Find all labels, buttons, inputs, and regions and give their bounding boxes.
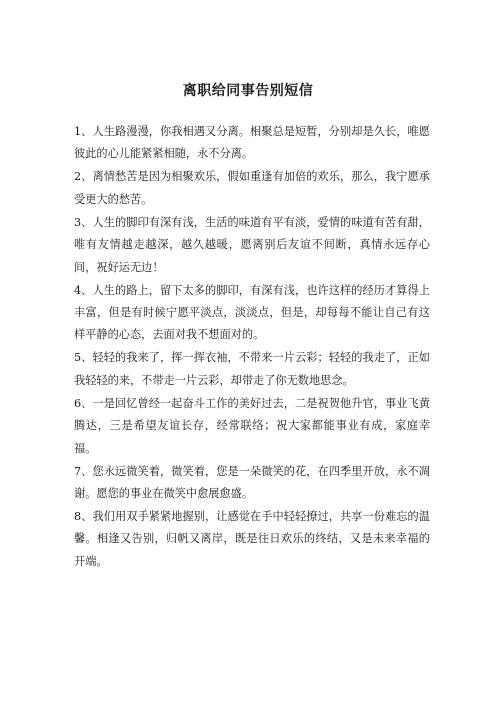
- message-item-2: 2、离情愁苦是因为相聚欢乐，假如重逢有加倍的欢乐，那么，我宁愿承受更大的愁苦。: [74, 170, 430, 206]
- message-list: [74, 121, 430, 574]
- message-item-7: 7、您永远微笑着，微笑着，您是一朵微笑的花，在四季里开放，永不凋谢。愿您的事业在微笑中愈展愈盛。: [74, 464, 430, 501]
- document-title: 离职给同事告别短信: [182, 83, 314, 99]
- message-item-1: 1、人生路漫漫，你我相遇又分离。相聚总是短暂，分别却是久长，唯愿彼此的心儿能紧紧相随，永不分离。: [74, 125, 430, 161]
- message-item-3: 3、人生的脚印有深有浅，生活的味道有平有淡，爱情的味道有苦有甜，唯有友情越走越深，越久越暖，愿离别后友谊不间断，真情永远存心间，祝好运无边！: [74, 215, 430, 274]
- message-item-4: 4、人生的路上，留下太多的脚印，有深有浅，也许这样的经历才算得上丰富，但是有时候宁愿平淡点，淡淡点，但是，却每每不能让自己有这样平静的心态，去面对我不想面对的。: [74, 283, 430, 342]
- message-item-8: 8、我们用双手紧紧地握别，让感觉在手中轻轻撩过，共享一份难忘的温馨。相逢又告别，归帆又离岸，既是往日欢乐的终结，又是未来幸福的开端。: [74, 510, 430, 568]
- message-item-5: 5、轻轻的我来了，挥一挥衣袖，不带来一片云彩；轻轻的我走了，正如我轻轻的来，不带走一片云彩，却带走了你无数地思念。: [74, 351, 430, 387]
- message-item-6: 6、一是回忆曾经一起奋斗工作的美好过去，二是祝贺他升官，事业飞黄腾达，三是希望友谊长存，经常联络；祝大家都能事业有成，家庭幸福。: [74, 396, 430, 455]
